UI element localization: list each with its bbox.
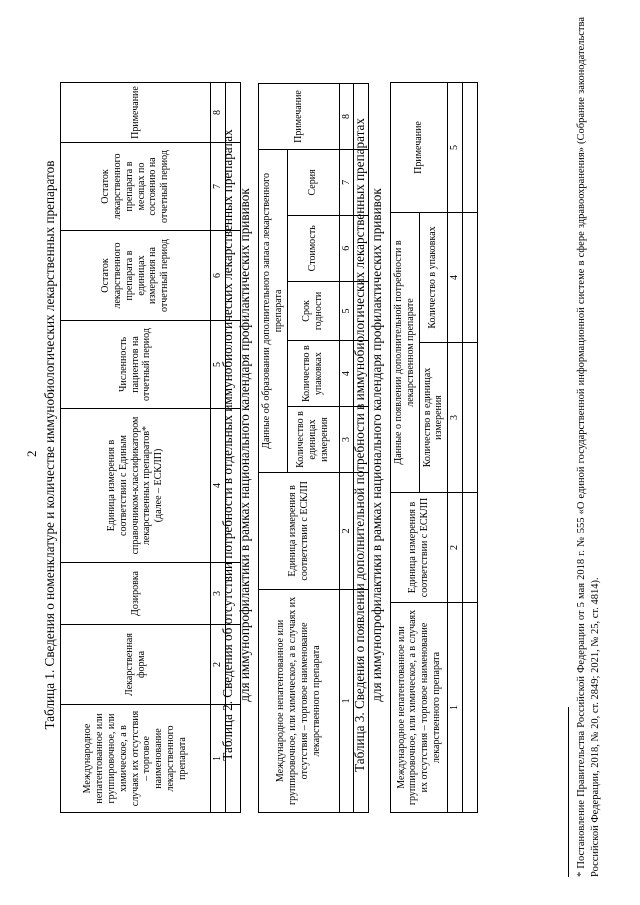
table3-col-number: 4 [448,212,463,342]
table3-cell [462,82,477,212]
table3-cell [462,493,477,603]
table2-subheader: Количество в упаковках [287,341,339,407]
table1-col-number: 8 [211,83,226,143]
table2-group-header: Данные об образовании дополнительного запаса лекарственного препарата [259,149,288,472]
table2-caption [220,45,253,845]
table2-col-number: 8 [339,84,354,150]
table2-subheader: Стоимость [287,215,339,281]
table3-header: Примечание [391,82,448,212]
table1 [60,82,241,813]
table1-col-number: 6 [211,231,226,321]
table1-header: Международное непатентованное или группировочное, или химическое, а в случаях их отсутствия – торговое наименование лекарственного препарата [61,705,211,813]
table2-subheader: Количество в единицах измерения [287,407,339,473]
table2-col-number: 6 [339,215,354,281]
table3-cell [462,343,477,493]
table2-caption-line1: Таблица 2. Сведения об отсутствии потребности в отдельных иммунобиологических лекарственных препаратах [220,129,235,761]
table3-col-number: 2 [448,493,463,603]
table3-header-row1 [391,82,420,812]
table3-number-row [448,82,463,812]
table1-header: Лекарственная форма [61,625,211,705]
table2-header: Единица измерения в соответствии с ЕСКЛП [259,472,340,589]
footnote-divider [568,707,569,877]
table2-subheader: Срок годности [287,281,339,341]
table3-header: Международное непатентованное или группировочное, или химическое, а в случаях их отсутствия – торговое наименование лекарственного препарата [391,603,448,813]
table3-cell [462,603,477,813]
table2-header-row1 [259,84,288,813]
table3-caption-line1: Таблица 3. Сведения о появлении дополнительной потребности в иммунобиологических лекарственных препаратах [352,118,367,773]
table1-header: Единица измерения в соответствии с Единым справочником-классификатором лекарственных препаратов* (далее – ЕСКЛП) [61,409,211,563]
table2-caption-line2: для иммунопрофилактики в рамках национального календаря профилактических прививок [236,188,252,702]
table3-col-number: 3 [448,343,463,493]
table1-col-number: 3 [211,563,226,625]
table2-section [220,45,259,845]
table1-col-number: 4 [211,409,226,563]
table1-header: Дозировка [61,563,211,625]
page-number: 2 [24,450,39,457]
table2-header: Международное непатентованное или группировочное, или химическое, а в случаях их отсутствия – торговое наименование лекарственного препарата [259,589,340,812]
footnote: * Постановление Правительства Российской Федерации от 5 мая 2018 г. № 555 «О единой государственной информационной системе в сфере здравоохранения» (Собрание законодательства Российской Федерации, 2018, № 20, ст. 2849; 2021, № 25, ст. 4814). [576,17,601,877]
table1-caption: Таблица 1. Сведения о номенклатуре и количестве иммунобиологических лекарственных препаратов [42,160,57,730]
table2-col-number: 3 [339,407,354,473]
table2-subheader: Серия [287,149,339,215]
table1-col-number: 2 [211,625,226,705]
table1-header: Примечание [61,83,211,143]
table3-header: Единица измерения в соответствии с ЕСКЛП [391,493,448,603]
table1-col-number: 5 [211,321,226,409]
table2-col-number: 2 [339,472,354,589]
table3 [390,82,478,813]
table3-subheader: Количество в упаковках [419,212,448,342]
table2-col-number: 1 [339,589,354,812]
table2-header: Примечание [259,84,340,150]
table3-caption-line2: для иммунопрофилактики в рамках национального календаря профилактических прививок [368,188,384,702]
table3-empty-row [462,82,477,812]
table2-col-number: 5 [339,281,354,341]
table3-cell [462,212,477,342]
table1-header: Остаток лекарственного препарата в единицах измерения на отчетный период [61,231,211,321]
table3-col-number: 5 [448,82,463,212]
table1-header-row [61,83,211,813]
table3-section [352,45,391,845]
table3-subheader: Количество в единицах измерения [419,343,448,493]
table2-col-number: 4 [339,341,354,407]
table3-caption [352,45,385,845]
table1-col-number: 7 [211,143,226,231]
table2-col-number: 7 [339,149,354,215]
table1-col-number: 1 [211,705,226,813]
table1-header: Остаток лекарственного препарата в месяцах по состоянию на отчетный период [61,143,211,231]
table3-group-header: Данные о появлении дополнительной потребности в лекарственном препарате [391,212,420,492]
table1-header: Численность пациентов на отчетный период [61,321,211,409]
table3-col-number: 1 [448,603,463,813]
